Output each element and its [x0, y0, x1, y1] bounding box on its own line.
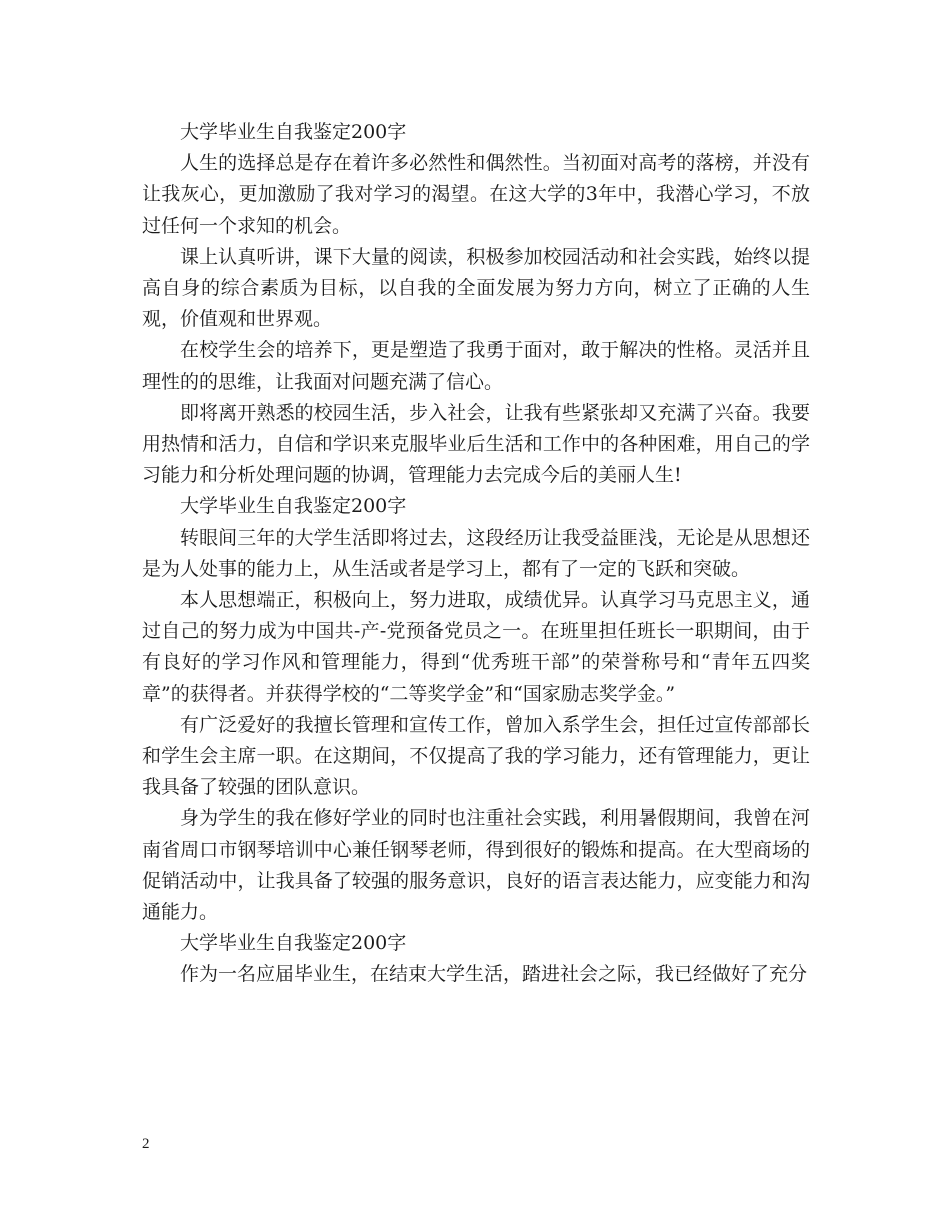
document-body [142, 117, 810, 991]
paragraph: 在校学生会的培养下，更是塑造了我勇于面对，敢于解决的性格。灵活并且理性的的思维，让我面对问题充满了信心。 [142, 339, 810, 393]
section-heading: 大学毕业生自我鉴定200字 [180, 495, 407, 518]
paragraph: 本人思想端正，积极向上，努力进取，成绩优异。认真学习马克思主义，通过自己的努力成为中国共-产-党预备党员之一。在班里担任班长一职期间，由于有良好的学习作风和管理能力，得到“优秀班干部”的荣誉称号和“青年五四奖章”的获得者。并获得学校的“二等奖学金”和“国家励志奖学金。” [142, 589, 810, 705]
paragraph: 即将离开熟悉的校园生活，步入社会，让我有些紧张却又充满了兴奋。我要用热情和活力，自信和学识来克服毕业后生活和工作中的各种困难，用自己的学习能力和分析处理问题的协调，管理能力去完成今后的美丽人生! [142, 401, 810, 487]
paragraph: 身为学生的我在修好学业的同时也注重社会实践，利用暑假期间，我曾在河南省周口市钢琴培训中心兼任钢琴老师，得到很好的锻炼和提高。在大型商场的促销活动中，让我具备了较强的服务意识，良好的语言表达能力，应变能力和沟通能力。 [142, 807, 810, 924]
section-heading: 大学毕业生自我鉴定200字 [180, 932, 407, 955]
paragraph: 作为一名应届毕业生，在结束大学生活，踏进社会之际，我已经做好了充分 [180, 963, 808, 986]
paragraph: 有广泛爱好的我擅长管理和宣传工作，曾加入系学生会，担任过宣传部部长和学生会主席一职。在这期间，不仅提高了我的学习能力，还有管理能力，更让我具备了较强的团队意识。 [142, 713, 810, 799]
section-heading: 大学毕业生自我鉴定200字 [180, 121, 407, 143]
paragraph: 转眼间三年的大学生活即将过去，这段经历让我受益匪浅，无论是从思想还是为人处事的能力上，从生活或者是学习上，都有了一定的飞跃和突破。 [142, 526, 810, 580]
paragraph: 课上认真听讲，课下大量的阅读，积极参加校园活动和社会实践，始终以提高自身的综合素质为目标，以自我的全面发展为努力方向，树立了正确的人生观，价值观和世界观。 [142, 245, 810, 331]
page-number: 2 [142, 1136, 150, 1152]
paragraph: 人生的选择总是存在着许多必然性和偶然性。当初面对高考的落榜，并没有让我灰心，更加激励了我对学习的渴望。在这大学的3年中，我潜心学习，不放过任何一个求知的机会。 [142, 152, 810, 237]
